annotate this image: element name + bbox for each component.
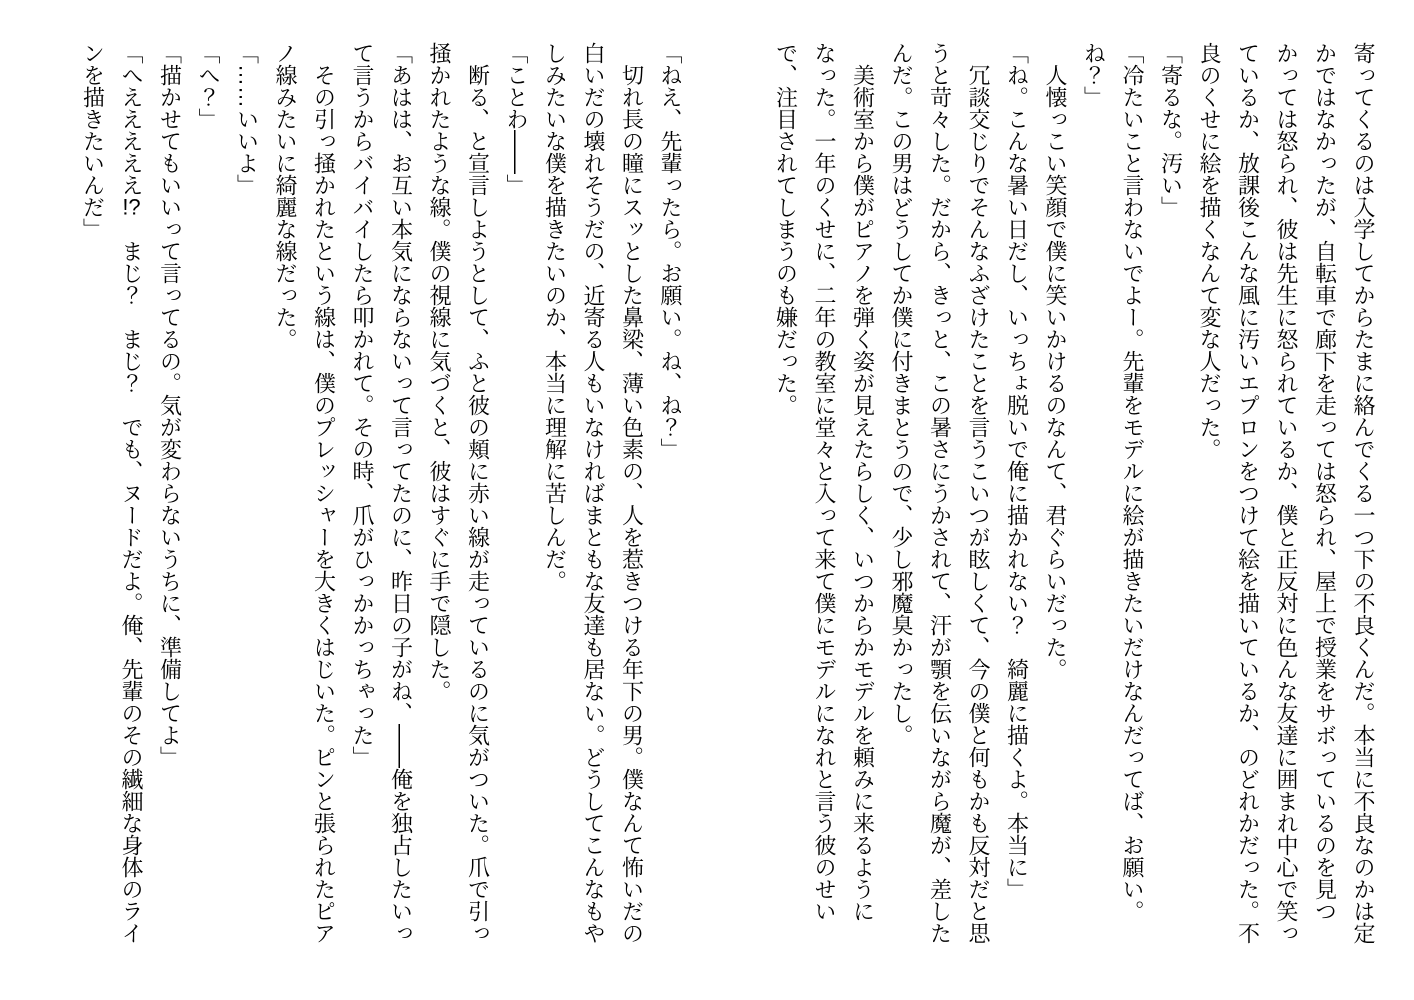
narrative-paragraph: 断る、と宣言しようとして、ふと彼の頬に赤い線が走っているのに気がついた。爪で引っ掻かれたような線。僕の視線に気づくと、彼はすぐに手で隠した。: [427, 42, 491, 944]
dialogue-line: 「ことわ――」: [504, 42, 529, 196]
dialogue-line: 「ね。こんな暑い日だし、いっちょ脱いで俺に描かれない？ 綺麗に描くよ。本当に」: [1004, 42, 1030, 900]
narrative-paragraph: 美術室から僕がピアノを弾く姿が見えたらしく、いつからかモデルを頼みに来るようになった。一年のくせに、二年の教室に堂々と入って来て僕にモデルになれと言う彼のせいで、注目されてしまうのも嫌だった。: [773, 42, 876, 922]
narrative-paragraph: 人懐っこい笑顔で僕に笑いかけるのなんて、君ぐらいだった。: [1043, 64, 1068, 680]
dialogue-line: 「描かせてもいいって言ってるの。気が変わらないうちに、準備してよ」: [157, 42, 183, 768]
dialogue-line: 「……いいよ」: [234, 42, 260, 196]
narrative-paragraph: 冗談交じりでそんなふざけたことを言うこいつが眩しくて、今の僕と何もかも反対だと思うと苛々した。だから、きっと、この暑さにうかされて、汗が顎を伝いながら魔が、差したんだ。この男はどうしてか僕に付きまとうので、少し邪魔臭かったし。: [889, 42, 991, 944]
narrative-paragraph: 寄ってくるのは入学してからたまに絡んでくる一つ下の不良くんだ。本当に不良なのかは定かではなかったが、自転車で廊下を走っては怒られ、屋上で授業をサボっているのを見つかっては怒られ、彼は先生に怒られているか、僕と正反対に色んな友達に囲まれ中心で笑っているか、放課後こんな風に汚いエプロンをつけて絵を描いているか、のどれかだった。不良のくせに絵を描くなんて変な人だった。: [1197, 42, 1376, 944]
blank-line: [689, 42, 728, 948]
narrative-paragraph: 切れ長の瞳にスッとした鼻梁、薄い色素の、人を惹きつける年下の男。僕なんて怖いだの白いだの壊れそうだの、近寄る人もいなければまともな友達も居ない。どうしてこんなもやしみたいな僕を描きたいのか、本当に理解に苦しんだ。: [542, 42, 645, 944]
dialogue-line: 「あはは、お互い本気にならないって言ってたのに、昨日の子がね、――俺を独占したいって言うからバイバイしたら叩かれて。その時、爪がひっかかっちゃった」: [350, 42, 414, 944]
dialogue-line: 「へえええええ!? まじ？ まじ？ でも、ヌードだよ。俺、先輩のその繊細な身体のラインを描きたいんだ」: [80, 42, 144, 944]
dialogue-line: 「冷たいこと言わないでよー。先輩をモデルに絵が描きたいだけなんだってば、お願い。ね？」: [1081, 42, 1145, 922]
dialogue-line: 「へ？」: [196, 42, 221, 130]
novel-text: [73, 42, 1382, 948]
dialogue-line: 「寄るな。汚い」: [1158, 42, 1184, 218]
narrative-paragraph: その引っ掻かれたという線は、僕のプレッシャーを大きくはじいた。ピンと張られたピアノ線みたいに綺麗な線だった。: [273, 42, 337, 944]
blank-line: [728, 42, 767, 948]
interrobang-tatechuyoko: !?: [122, 196, 141, 218]
dialogue-line: 「ねえ、先輩ったら。お願い。ね、ね？」: [658, 42, 683, 460]
